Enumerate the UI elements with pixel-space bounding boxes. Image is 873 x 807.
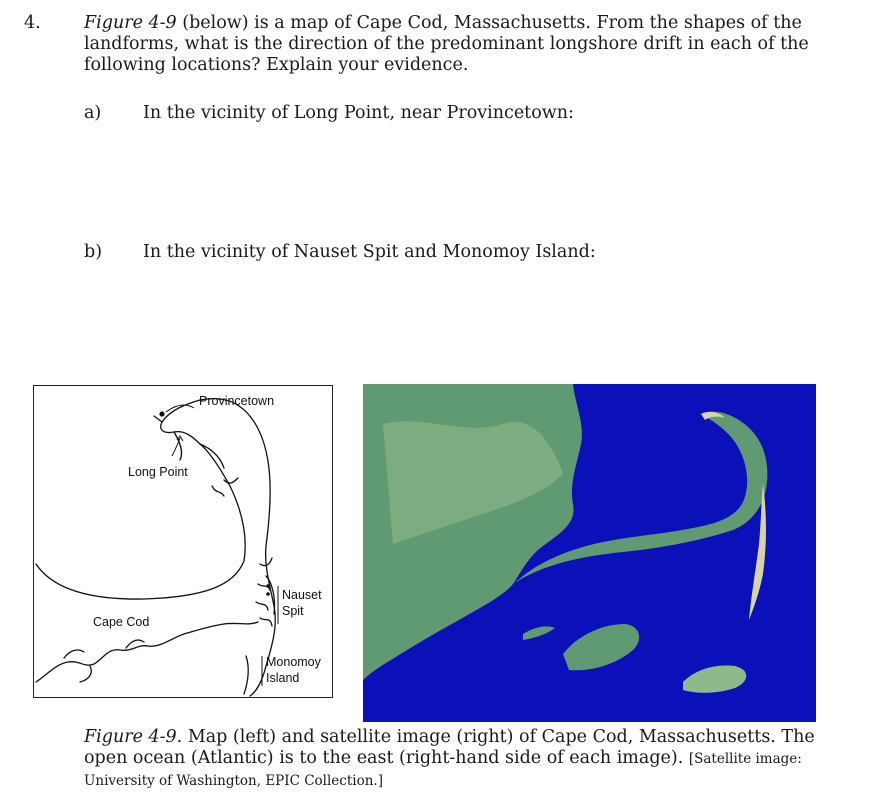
part-a-label: a) — [84, 103, 102, 123]
label-monomoy-1: Monomoy — [266, 655, 321, 669]
coastline — [36, 399, 275, 696]
label-nauset-2: Spit — [282, 604, 304, 618]
provincetown-dot — [159, 411, 164, 416]
long-point-arrow — [172, 438, 180, 456]
provincetown-leader — [166, 405, 194, 412]
cape-cod-line-map — [33, 385, 333, 698]
question-number: 4. — [24, 13, 41, 33]
part-b-label: b) — [84, 242, 103, 262]
label-nauset-1: Nauset — [282, 588, 322, 602]
figure-reference: Figure 4-9 — [84, 13, 177, 33]
caption-credit: [Satellite image: University of Washington, EPIC Collection.] — [84, 751, 802, 789]
figure-caption — [84, 727, 854, 792]
caption-text: Map (left) and satellite image (right) of Cape Cod, Massachusetts. The open ocean (Atlantic) is to the east (right-hand side of each image). — [84, 727, 815, 768]
part-a-text: In the vicinity of Long Point, near Provincetown: — [143, 103, 574, 123]
caption-figure-ref: Figure 4-9. — [84, 727, 183, 747]
label-cape-cod: Cape Cod — [93, 615, 150, 629]
question-text — [84, 13, 844, 76]
nauset-dot — [266, 584, 270, 588]
satellite-drawing — [363, 384, 816, 722]
map-markers — [159, 411, 269, 595]
label-provincetown: Provincetown — [199, 394, 275, 408]
satellite-image — [363, 384, 816, 722]
label-monomoy-2: Island — [266, 671, 300, 685]
map-drawing — [34, 386, 334, 699]
question-body: (below) is a map of Cape Cod, Massachusetts. From the shapes of the landforms, what is the direction of the predominant longshore drift in each of the following locations? Explain your evidence. — [84, 13, 809, 75]
label-long-point: Long Point — [128, 465, 188, 479]
nauset-dot-2 — [266, 592, 270, 596]
leader-lines — [166, 405, 278, 686]
part-b-text: In the vicinity of Nauset Spit and Monomoy Island: — [143, 242, 596, 262]
